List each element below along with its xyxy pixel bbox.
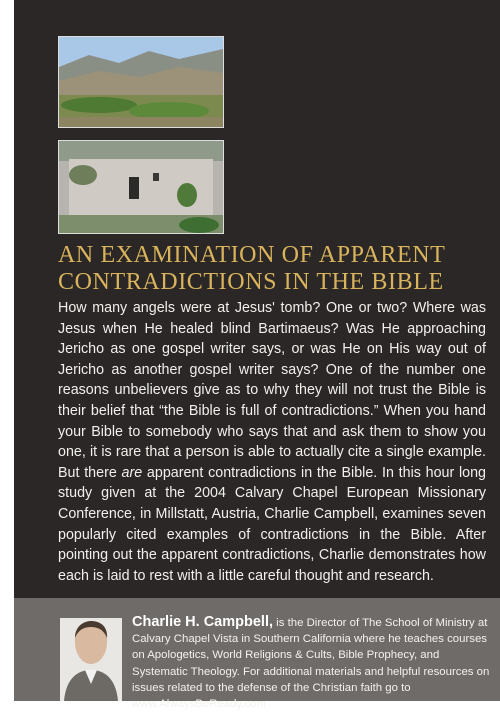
author-footer — [14, 598, 500, 711]
description-paragraph — [58, 298, 486, 586]
landscape-photo — [58, 36, 224, 128]
author-bio — [132, 614, 492, 712]
back-cover — [14, 0, 500, 711]
page-title: AN EXAMINATION OF APPARENT CONTRADICTIONS IN THE BIBLE — [58, 242, 445, 295]
author-bio-text: is the Director of The School of Ministry at Calvary Chapel Vista in Southern California where he teaches courses on Apologetics, World Religions & Cults, Bible Prophecy, and Systematic Theology. For additional materials and helpful resources on issues related to the defense of the Christian faith go to www.AlwaysBeReady.com — [132, 617, 490, 711]
author-name: Charlie H. Campbell, — [132, 614, 274, 630]
garden-tomb-photo — [58, 140, 224, 234]
description-emphasis: are — [121, 464, 143, 481]
author-photo — [60, 618, 122, 701]
description-text-1: How many angels were at Jesus' tomb? One or two? Where was Jesus when He healed blind Bartimaeus? Was He approaching Jericho as one gospel writer says, or was He on His way out of Jericho as another gospel writer says? One of the number one reasons unbelievers give as to why they will not trust the Bible is their belief that “the Bible is full of contradictions.” When you hand your Bible to somebody who says that and ask them to show you one, it is rare that a person is able to actually cite a single example. But there — [58, 300, 486, 481]
description-text-2: apparent contradictions in the Bible. In this hour long study given at the 2004 Calvary Chapel European Missionary Conference, in Millstatt, Austria, Charlie Campbell, examines seven popularly cited examples of contradictions in the Bible. After pointing out the apparent contradictions, Charlie demonstrates how each is laid to rest with a little careful thought and research. — [58, 464, 486, 584]
